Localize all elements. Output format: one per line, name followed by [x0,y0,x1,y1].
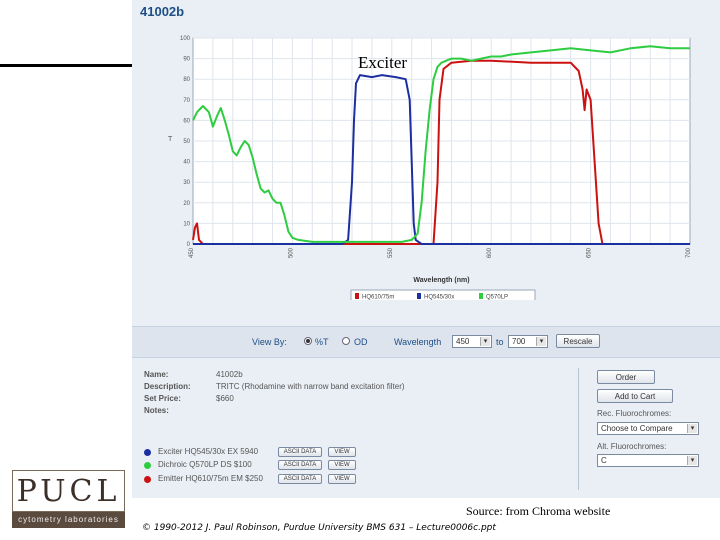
wavelength-from-select[interactable] [452,335,492,348]
y-tick-label: 80 [183,77,190,84]
y-tick-label: 60 [183,118,190,125]
legend-label: HQ545/30x [424,294,455,300]
legend-swatch [355,293,359,299]
y-tick-label: 0 [186,242,190,248]
x-tick-label: 650 [586,248,593,259]
x-tick-label: 550 [387,248,394,259]
rec-fluorochromes-label: Rec. Fluorochromes: [597,409,672,418]
legend-label: HQ610/75m [362,294,395,300]
legend-swatch [479,293,483,299]
radio-od-label: OD [354,337,368,347]
filter-text: Dichroic Q570LP DS $100 [158,460,252,469]
name-value: 41002b [216,370,243,379]
order-button[interactable]: Order [597,370,655,384]
x-tick-label: 600 [487,248,494,259]
y-axis-label: T [168,136,173,143]
wavelength-to-select[interactable] [508,335,548,348]
x-tick-label: 450 [189,248,195,259]
dropdown-arrow-icon: ▾ [536,337,546,346]
add-to-cart-button[interactable]: Add to Cart [597,389,673,403]
legend-swatch [417,293,421,299]
ascii-data-button[interactable]: ASCII DATA [278,447,322,457]
rec-fluorochromes-select[interactable] [597,422,699,435]
x-tick-label: 700 [686,248,692,259]
y-tick-label: 50 [183,139,190,145]
x-tick-label: 500 [288,248,295,259]
dropdown-arrow-icon: ▾ [687,424,697,433]
rescale-button[interactable]: Rescale [556,334,600,348]
pucl-logo [12,470,125,528]
y-tick-label: 20 [183,200,190,207]
spectrum-chart [160,30,700,300]
side-divider [578,368,579,490]
y-tick-label: 90 [183,56,190,63]
logo-main-text: PUCL [12,470,125,512]
y-tick-label: 70 [183,97,190,104]
copyright-footer: © 1990-2012 J. Paul Robinson, Purdue University BMS 631 – Lecture0006c.ppt [142,523,496,533]
wavelength-from-value: 450 [456,337,470,346]
exciter-annotation: Exciter [358,53,408,72]
filter-color-dot [144,476,151,483]
view-button[interactable]: VIEW [328,447,356,457]
dropdown-arrow-icon: ▾ [480,337,490,346]
alt-fluorochromes-label: Alt. Fluorochromes: [597,442,667,451]
rec-fluorochromes-value: Choose to Compare [601,424,673,433]
description-label: Description: [144,382,191,391]
dropdown-arrow-icon: ▾ [687,456,697,465]
view-button[interactable]: VIEW [328,474,356,484]
y-tick-label: 30 [183,180,190,187]
y-tick-label: 40 [183,159,190,166]
to-label: to [496,337,504,347]
notes-label: Notes: [144,406,169,415]
product-title: 41002b [140,4,185,19]
radio-percent-t[interactable] [304,337,312,345]
alt-fluorochromes-select[interactable] [597,454,699,467]
source-caption: Source: from Chroma website [466,504,611,518]
ascii-data-button[interactable]: ASCII DATA [278,460,322,470]
price-label: Set Price: [144,394,181,403]
description-value: TRITC (Rhodamine with narrow band excitation filter) [216,382,405,391]
slide-rule-line [0,64,132,67]
y-tick-label: 10 [183,221,190,228]
ascii-data-button[interactable]: ASCII DATA [278,474,322,484]
filter-text: Exciter HQ545/30x EX 5940 [158,447,259,456]
radio-od[interactable] [342,337,350,345]
price-value: $660 [216,394,234,403]
logo-sub-text: cytometry laboratories [12,512,125,528]
filter-text: Emitter HQ610/75m EM $250 [158,474,263,483]
view-controls-bar [132,326,720,358]
wavelength-to-value: 700 [512,337,526,346]
wavelength-label: Wavelength [394,337,442,347]
x-axis-label: Wavelength (nm) [413,277,470,284]
view-by-label: View By: [252,337,287,347]
radio-percent-t-label: %T [315,337,329,347]
y-tick-label: 100 [179,36,190,42]
alt-fluorochromes-value: C [601,456,607,465]
name-label: Name: [144,370,169,379]
filter-color-dot [144,462,151,469]
legend-label: Q570LP [486,294,509,300]
view-button[interactable]: VIEW [328,460,356,470]
filter-color-dot [144,449,151,456]
